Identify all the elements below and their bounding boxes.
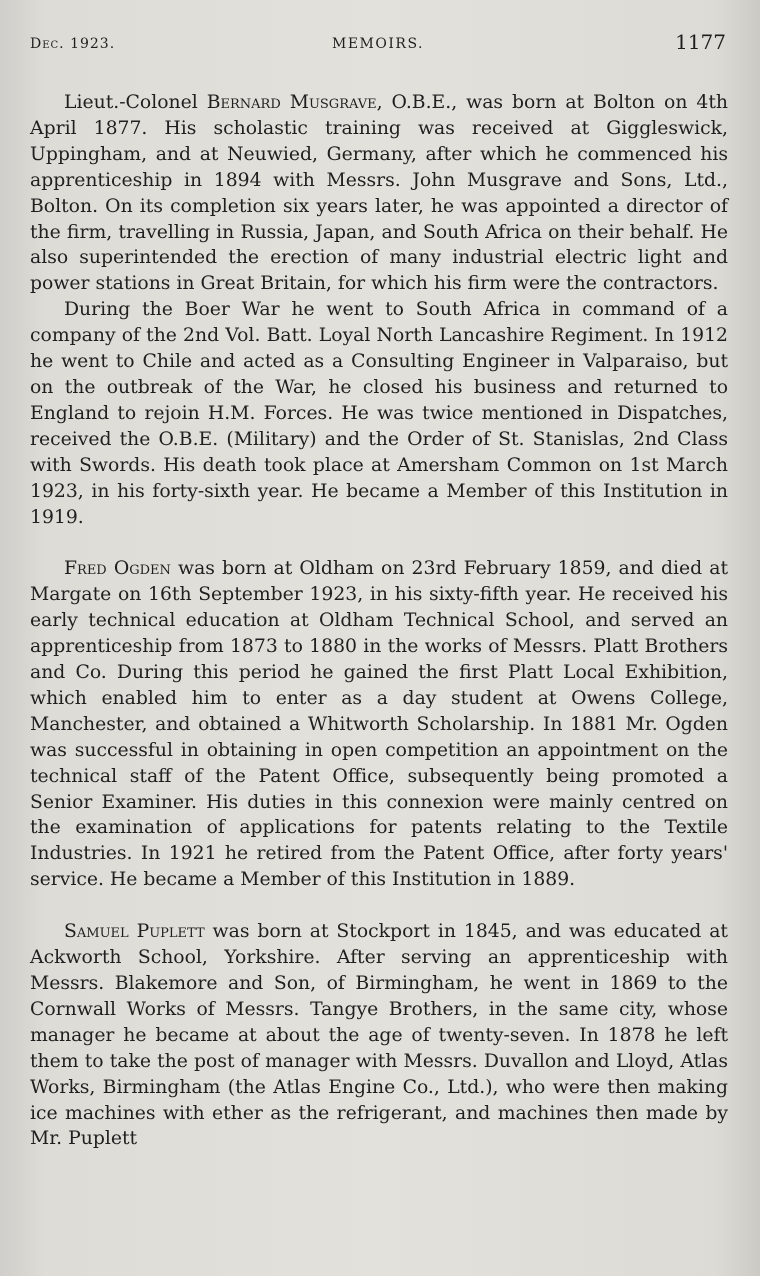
- memoir-name: Bernard Musgrave: [206, 92, 377, 113]
- memoir-text: was born at Stockport in 1845, and was educated at Ackworth School, Yorkshire. After serving an apprenticeship with Messrs. Blakemore and Son, of Birmingham, he went in 1869 to the Cornwall Works of Messrs. Tangye Brothers, in the same city, whose manager he became at about the age of twenty-seven. In 1878 he left them to take the post of manager with Messrs. Duvallon and Lloyd, Atlas Works, Birmingham (the Atlas Engine Co., Ltd.), who were then making ice machines with ether as the refrigerant, and machines then made by Mr. Puplett: [30, 921, 728, 1150]
- memoir-name: Fred Ogden: [64, 558, 171, 580]
- running-header-title: MEMOIRS.: [332, 36, 424, 52]
- memoir-text: was born at Oldham on 23rd February 1859, and died at Margate on 16th September 1923, in his sixty-fifth year. He received his early technical education at Oldham Technical School, and served an apprenticeship from 1873 to 1880 in the works of Messrs. Platt Brothers and Co. During this period he gained the first Platt Local Exhibition, which enabled him to enter as a day student at Owens College, Manchester, and obtained a Whitworth Scholarship. In 1881 Mr. Ogden was successful in obtaining in open competition an appointment on the technical staff of the Patent Office, subsequently being promoted a Senior Examiner. His duties in this connexion were mainly centred on the examination of applications for patents relating to the Textile Industries. In 1921 he retired from the Patent Office, after forty years' service. He became a Member of this Institution in 1889.: [30, 558, 728, 891]
- memoir-title-prefix: Lieut.-Colonel: [64, 92, 207, 113]
- memoir-paragraph: [30, 919, 728, 1152]
- memoir-text: , O.B.E., was born at Bolton on 4th April 1877. His scholastic training was received at Giggleswick, Uppingham, and at Neuwied, Germany, after which he commenced his apprenticeship in 1894 with Messrs. John Musgrave and Sons, Ltd., Bolton. On its completion six years later, he was appointed a director of the firm, travelling in Russia, Japan, and South Africa on their behalf. He also superintended the erection of many industrial electric light and power stations in Great Britain, for which his firm were the contractors.: [30, 92, 728, 295]
- memoirs-body: [30, 90, 728, 1152]
- memoir-name: Samuel Puplett: [64, 921, 205, 943]
- running-header-date: Dec. 1923.: [30, 36, 116, 52]
- memoir-samuel-puplett: [30, 919, 728, 1152]
- running-header: [30, 30, 726, 58]
- page-number: 1177: [675, 30, 726, 54]
- memoir-paragraph: [30, 556, 728, 893]
- memoir-paragraph: [30, 90, 728, 297]
- memoir-paragraph: During the Boer War he went to South Africa in command of a company of the 2nd Vol. Batt. Loyal North Lancashire Regiment. In 1912 he went to Chile and acted as a Consulting Engineer in Valparaiso, but on the outbreak of the War, he closed his business and returned to England to rejoin H.M. Forces. He was twice mentioned in Dispatches, received the O.B.E. (Military) and the Order of St. Stanislas, 2nd Class with Swords. His death took place at Amersham Common on 1st March 1923, in his forty-sixth year. He became a Member of this Institution in 1919.: [30, 299, 728, 528]
- memoir-bernard-musgrave: [30, 90, 728, 530]
- memoir-fred-ogden: [30, 556, 728, 893]
